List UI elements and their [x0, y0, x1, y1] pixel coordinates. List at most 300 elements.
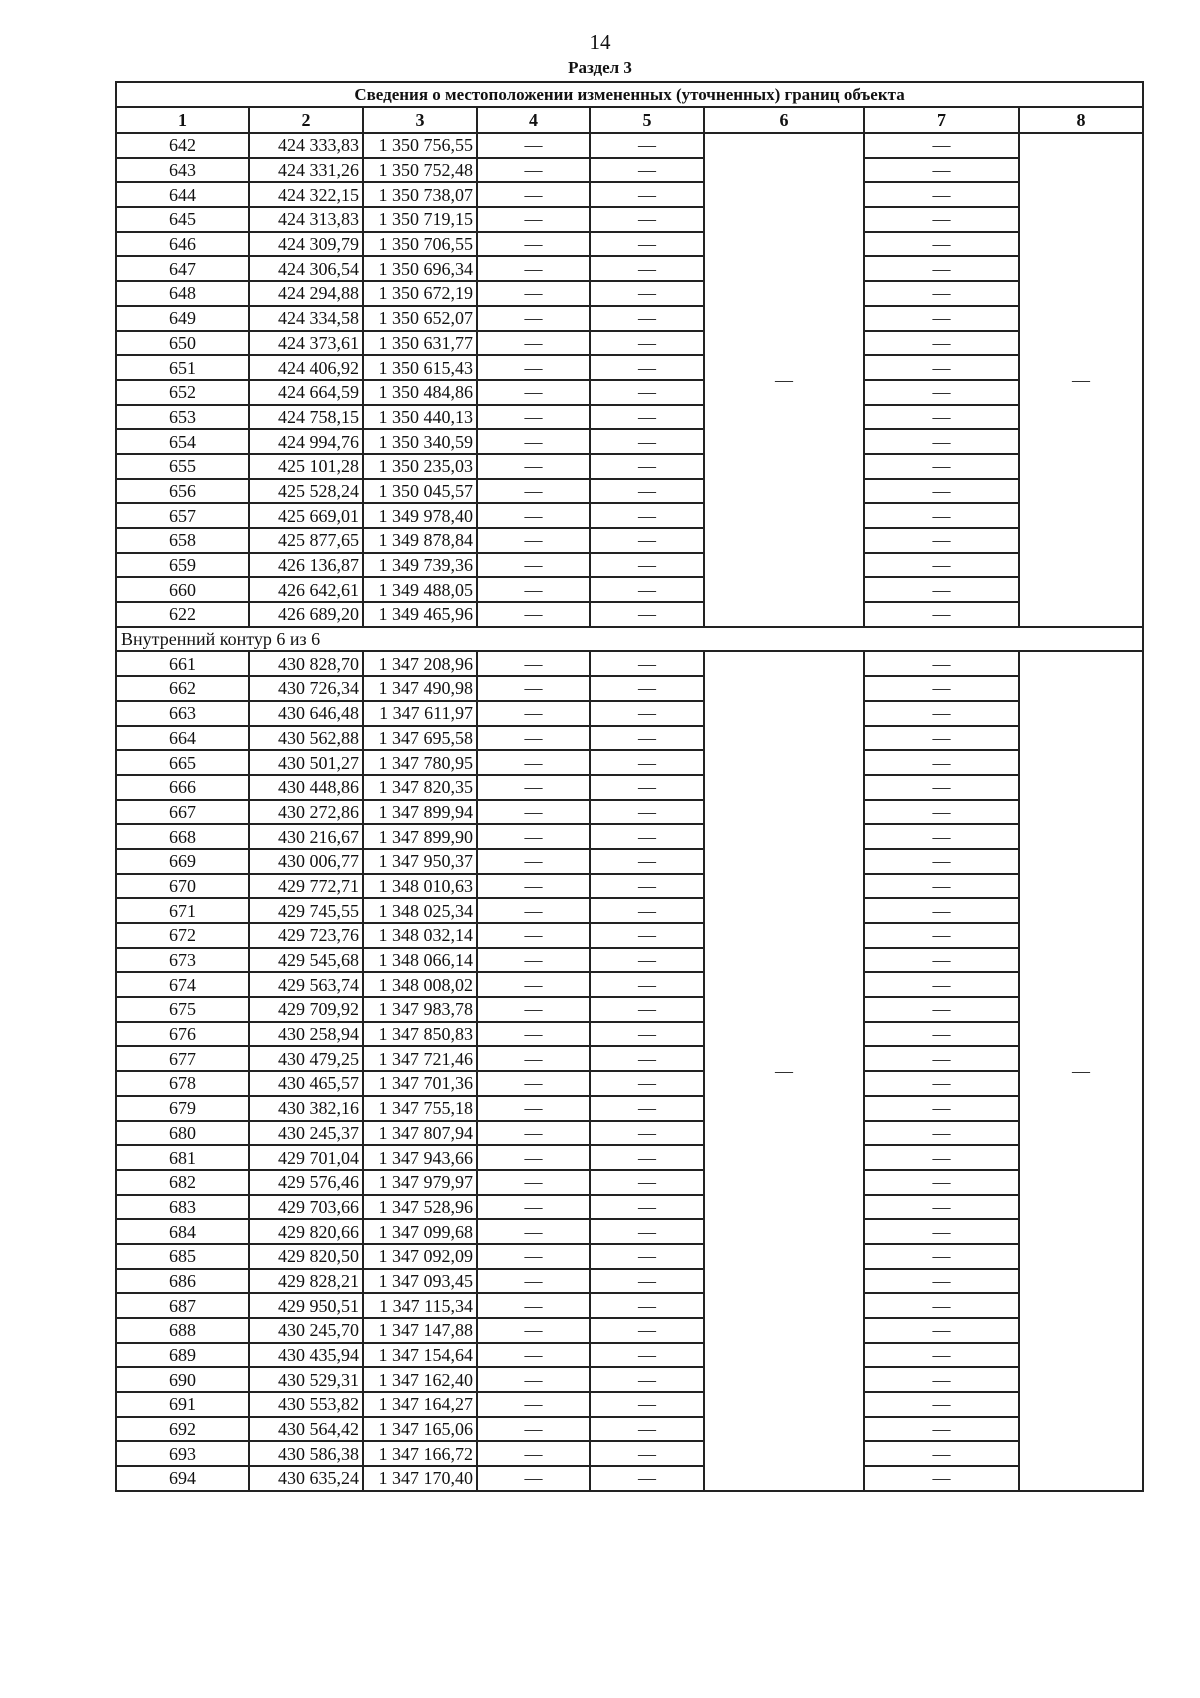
- coordinate-y: 1 350 652,07: [363, 306, 477, 331]
- table-row: [116, 676, 1143, 701]
- point-number: 671: [116, 898, 249, 923]
- column-7-value: —: [864, 1269, 1019, 1294]
- section-title: Раздел 3: [568, 58, 632, 77]
- column-5-value: —: [590, 898, 704, 923]
- column-7-value: —: [864, 1022, 1019, 1047]
- coordinate-x: 429 563,74: [249, 972, 363, 997]
- column-7-value: —: [864, 1096, 1019, 1121]
- point-number: 660: [116, 577, 249, 602]
- column-4-value: —: [477, 1269, 590, 1294]
- column-4-value: —: [477, 182, 590, 207]
- table-row: [116, 1170, 1143, 1195]
- coordinate-y: 1 350 615,43: [363, 355, 477, 380]
- coordinate-x: 430 006,77: [249, 849, 363, 874]
- point-number: 657: [116, 503, 249, 528]
- table-row: [116, 972, 1143, 997]
- column-5-value: —: [590, 331, 704, 356]
- table-row: [116, 256, 1143, 281]
- point-number: 694: [116, 1466, 249, 1491]
- contour-label-row: [116, 627, 1143, 652]
- table-row: [116, 1071, 1143, 1096]
- table-row: [116, 1466, 1143, 1491]
- column-7-value: —: [864, 256, 1019, 281]
- column-5-value: —: [590, 651, 704, 676]
- column-8-value: —: [1019, 651, 1143, 1490]
- column-4-value: —: [477, 1417, 590, 1442]
- column-7-value: —: [864, 355, 1019, 380]
- point-number: 679: [116, 1096, 249, 1121]
- coordinate-y: 1 350 440,13: [363, 405, 477, 430]
- column-5-value: —: [590, 948, 704, 973]
- point-number: 669: [116, 849, 249, 874]
- point-number: 659: [116, 553, 249, 578]
- column-7-value: —: [864, 405, 1019, 430]
- coordinate-y: 1 349 465,96: [363, 602, 477, 627]
- column-4-value: —: [477, 306, 590, 331]
- coordinate-y: 1 349 978,40: [363, 503, 477, 528]
- table-row: [116, 1293, 1143, 1318]
- column-5-value: —: [590, 1343, 704, 1368]
- column-4-value: —: [477, 800, 590, 825]
- point-number: 688: [116, 1318, 249, 1343]
- column-7-value: —: [864, 281, 1019, 306]
- column-7-value: —: [864, 775, 1019, 800]
- table-row: [116, 429, 1143, 454]
- column-5-value: —: [590, 1195, 704, 1220]
- column-4-value: —: [477, 775, 590, 800]
- coordinate-y: 1 350 235,03: [363, 454, 477, 479]
- column-7-value: —: [864, 331, 1019, 356]
- column-4-value: —: [477, 355, 590, 380]
- column-4-value: —: [477, 1096, 590, 1121]
- coordinate-x: 430 646,48: [249, 701, 363, 726]
- coordinate-y: 1 347 850,83: [363, 1022, 477, 1047]
- point-number: 692: [116, 1417, 249, 1442]
- column-5-value: —: [590, 182, 704, 207]
- column-5-value: —: [590, 1367, 704, 1392]
- coordinate-y: 1 347 979,97: [363, 1170, 477, 1195]
- point-number: 643: [116, 158, 249, 183]
- column-7-value: —: [864, 1318, 1019, 1343]
- column-5-value: —: [590, 1022, 704, 1047]
- coordinate-y: 1 347 093,45: [363, 1269, 477, 1294]
- coordinate-x: 425 669,01: [249, 503, 363, 528]
- column-7-value: —: [864, 133, 1019, 158]
- table-row: [116, 405, 1143, 430]
- coordinate-x: 430 448,86: [249, 775, 363, 800]
- point-number: 667: [116, 800, 249, 825]
- point-number: 622: [116, 602, 249, 627]
- column-7-value: —: [864, 972, 1019, 997]
- coordinate-y: 1 347 701,36: [363, 1071, 477, 1096]
- coordinate-y: 1 350 756,55: [363, 133, 477, 158]
- point-number: 656: [116, 479, 249, 504]
- coordinate-x: 424 309,79: [249, 232, 363, 257]
- table-row: [116, 306, 1143, 331]
- coordinate-x: 424 758,15: [249, 405, 363, 430]
- column-4-value: —: [477, 1293, 590, 1318]
- column-7-value: —: [864, 1071, 1019, 1096]
- point-number: 642: [116, 133, 249, 158]
- table-row: [116, 1417, 1143, 1442]
- column-4-value: —: [477, 997, 590, 1022]
- column-header: 7: [864, 107, 1019, 133]
- point-number: 684: [116, 1219, 249, 1244]
- coordinate-x: 429 701,04: [249, 1145, 363, 1170]
- point-number: 668: [116, 824, 249, 849]
- column-5-value: —: [590, 355, 704, 380]
- column-4-value: —: [477, 676, 590, 701]
- table-row: [116, 454, 1143, 479]
- coordinate-y: 1 348 032,14: [363, 923, 477, 948]
- table-row: [116, 1096, 1143, 1121]
- coordinate-x: 430 635,24: [249, 1466, 363, 1491]
- coordinate-y: 1 347 899,94: [363, 800, 477, 825]
- coordinate-y: 1 349 878,84: [363, 528, 477, 553]
- coordinate-x: 430 564,42: [249, 1417, 363, 1442]
- coordinate-x: 430 382,16: [249, 1096, 363, 1121]
- coordinate-x: 424 331,26: [249, 158, 363, 183]
- column-4-value: —: [477, 405, 590, 430]
- column-4-value: —: [477, 824, 590, 849]
- column-7-value: —: [864, 1121, 1019, 1146]
- column-5-value: —: [590, 824, 704, 849]
- column-4-value: —: [477, 948, 590, 973]
- coordinate-x: 424 373,61: [249, 331, 363, 356]
- column-5-value: —: [590, 1466, 704, 1491]
- column-7-value: —: [864, 503, 1019, 528]
- coordinate-y: 1 347 092,09: [363, 1244, 477, 1269]
- column-4-value: —: [477, 1046, 590, 1071]
- coordinate-x: 429 950,51: [249, 1293, 363, 1318]
- point-number: 658: [116, 528, 249, 553]
- table-row: [116, 1244, 1143, 1269]
- coordinate-y: 1 347 807,94: [363, 1121, 477, 1146]
- column-7-value: —: [864, 701, 1019, 726]
- table-row: [116, 775, 1143, 800]
- table-row: [116, 997, 1143, 1022]
- column-header: 1: [116, 107, 249, 133]
- column-5-value: —: [590, 306, 704, 331]
- column-4-value: —: [477, 1466, 590, 1491]
- column-4-value: —: [477, 898, 590, 923]
- coordinate-x: 430 245,37: [249, 1121, 363, 1146]
- table-row: [116, 1367, 1143, 1392]
- table-row: [116, 651, 1143, 676]
- column-4-value: —: [477, 331, 590, 356]
- point-number: 683: [116, 1195, 249, 1220]
- point-number: 670: [116, 874, 249, 899]
- coordinate-y: 1 347 170,40: [363, 1466, 477, 1491]
- column-4-value: —: [477, 602, 590, 627]
- point-number: 663: [116, 701, 249, 726]
- column-7-value: —: [864, 306, 1019, 331]
- column-7-value: —: [864, 429, 1019, 454]
- column-7-value: —: [864, 207, 1019, 232]
- contour-label: Внутренний контур 6 из 6: [116, 627, 1143, 652]
- coordinate-x: 426 136,87: [249, 553, 363, 578]
- point-number: 677: [116, 1046, 249, 1071]
- column-header: 2: [249, 107, 363, 133]
- point-number: 690: [116, 1367, 249, 1392]
- column-5-value: —: [590, 232, 704, 257]
- table-row: [116, 1343, 1143, 1368]
- coordinate-y: 1 350 484,86: [363, 380, 477, 405]
- column-header: 6: [704, 107, 864, 133]
- coordinate-x: 429 820,66: [249, 1219, 363, 1244]
- column-4-value: —: [477, 503, 590, 528]
- column-7-value: —: [864, 232, 1019, 257]
- coordinate-y: 1 347 780,95: [363, 750, 477, 775]
- table-row: [116, 232, 1143, 257]
- column-5-value: —: [590, 923, 704, 948]
- point-number: 653: [116, 405, 249, 430]
- column-7-value: —: [864, 923, 1019, 948]
- column-5-value: —: [590, 454, 704, 479]
- boundary-coordinates-table: [115, 81, 1144, 1492]
- table-row: [116, 182, 1143, 207]
- point-number: 693: [116, 1441, 249, 1466]
- point-number: 674: [116, 972, 249, 997]
- column-5-value: —: [590, 158, 704, 183]
- coordinate-y: 1 347 721,46: [363, 1046, 477, 1071]
- coordinate-x: 430 586,38: [249, 1441, 363, 1466]
- coordinate-y: 1 350 738,07: [363, 182, 477, 207]
- coordinate-y: 1 347 165,06: [363, 1417, 477, 1442]
- coordinate-y: 1 347 820,35: [363, 775, 477, 800]
- point-number: 689: [116, 1343, 249, 1368]
- column-7-value: —: [864, 553, 1019, 578]
- table-row: [116, 1022, 1143, 1047]
- column-7-value: —: [864, 479, 1019, 504]
- column-4-value: —: [477, 1392, 590, 1417]
- point-number: 687: [116, 1293, 249, 1318]
- coordinate-x: 424 333,83: [249, 133, 363, 158]
- coordinate-y: 1 350 752,48: [363, 158, 477, 183]
- column-5-value: —: [590, 775, 704, 800]
- column-7-value: —: [864, 602, 1019, 627]
- column-7-value: —: [864, 1343, 1019, 1368]
- coordinate-x: 424 313,83: [249, 207, 363, 232]
- column-5-value: —: [590, 676, 704, 701]
- column-5-value: —: [590, 1392, 704, 1417]
- coordinate-y: 1 349 488,05: [363, 577, 477, 602]
- coordinate-x: 430 828,70: [249, 651, 363, 676]
- coordinate-y: 1 348 066,14: [363, 948, 477, 973]
- column-7-value: —: [864, 1046, 1019, 1071]
- table-row: [116, 479, 1143, 504]
- coordinate-x: 430 272,86: [249, 800, 363, 825]
- column-7-value: —: [864, 1244, 1019, 1269]
- column-4-value: —: [477, 849, 590, 874]
- column-5-value: —: [590, 1219, 704, 1244]
- table-row: [116, 898, 1143, 923]
- column-4-value: —: [477, 1071, 590, 1096]
- column-5-value: —: [590, 1269, 704, 1294]
- column-4-value: —: [477, 1318, 590, 1343]
- column-5-value: —: [590, 602, 704, 627]
- point-number: 646: [116, 232, 249, 257]
- coordinate-x: 424 322,15: [249, 182, 363, 207]
- coordinate-y: 1 347 950,37: [363, 849, 477, 874]
- table-row: [116, 701, 1143, 726]
- column-5-value: —: [590, 800, 704, 825]
- coordinate-x: 429 703,66: [249, 1195, 363, 1220]
- column-5-value: —: [590, 1096, 704, 1121]
- coordinate-y: 1 347 695,58: [363, 726, 477, 751]
- point-number: 675: [116, 997, 249, 1022]
- point-number: 649: [116, 306, 249, 331]
- coordinate-y: 1 347 164,27: [363, 1392, 477, 1417]
- table-row: [116, 750, 1143, 775]
- column-5-value: —: [590, 577, 704, 602]
- coordinate-y: 1 347 983,78: [363, 997, 477, 1022]
- column-6-value: —: [704, 133, 864, 627]
- coordinate-x: 429 745,55: [249, 898, 363, 923]
- table-row: [116, 726, 1143, 751]
- column-7-value: —: [864, 898, 1019, 923]
- point-number: 680: [116, 1121, 249, 1146]
- point-number: 664: [116, 726, 249, 751]
- coordinate-x: 429 576,46: [249, 1170, 363, 1195]
- coordinate-y: 1 347 147,88: [363, 1318, 477, 1343]
- column-5-value: —: [590, 1244, 704, 1269]
- table-row: [116, 207, 1143, 232]
- column-4-value: —: [477, 874, 590, 899]
- table-row: [116, 1195, 1143, 1220]
- column-7-value: —: [864, 577, 1019, 602]
- coordinate-x: 429 545,68: [249, 948, 363, 973]
- column-7-value: —: [864, 1466, 1019, 1491]
- table-row: [116, 1392, 1143, 1417]
- coordinate-x: 425 101,28: [249, 454, 363, 479]
- column-7-value: —: [864, 1392, 1019, 1417]
- column-4-value: —: [477, 726, 590, 751]
- column-5-value: —: [590, 1441, 704, 1466]
- point-number: 678: [116, 1071, 249, 1096]
- point-number: 651: [116, 355, 249, 380]
- coordinate-x: 426 642,61: [249, 577, 363, 602]
- coordinate-y: 1 350 719,15: [363, 207, 477, 232]
- point-number: 661: [116, 651, 249, 676]
- column-4-value: —: [477, 133, 590, 158]
- coordinate-y: 1 347 166,72: [363, 1441, 477, 1466]
- column-5-value: —: [590, 1071, 704, 1096]
- column-4-value: —: [477, 972, 590, 997]
- point-number: 662: [116, 676, 249, 701]
- coordinate-y: 1 348 010,63: [363, 874, 477, 899]
- point-number: 673: [116, 948, 249, 973]
- coordinate-y: 1 348 025,34: [363, 898, 477, 923]
- coordinate-x: 429 709,92: [249, 997, 363, 1022]
- table-row: [116, 1121, 1143, 1146]
- column-5-value: —: [590, 701, 704, 726]
- column-5-value: —: [590, 874, 704, 899]
- column-4-value: —: [477, 281, 590, 306]
- column-4-value: —: [477, 1195, 590, 1220]
- column-5-value: —: [590, 726, 704, 751]
- coordinate-y: 1 350 340,59: [363, 429, 477, 454]
- column-header: 4: [477, 107, 590, 133]
- column-5-value: —: [590, 1145, 704, 1170]
- table-row: [116, 849, 1143, 874]
- column-5-value: —: [590, 1293, 704, 1318]
- coordinate-x: 425 528,24: [249, 479, 363, 504]
- point-number: 682: [116, 1170, 249, 1195]
- coordinate-y: 1 350 706,55: [363, 232, 477, 257]
- column-4-value: —: [477, 1170, 590, 1195]
- table-row: [116, 331, 1143, 356]
- coordinate-y: 1 347 528,96: [363, 1195, 477, 1220]
- coordinate-x: 429 772,71: [249, 874, 363, 899]
- coordinate-x: 430 465,57: [249, 1071, 363, 1096]
- table-row: [116, 553, 1143, 578]
- column-4-value: —: [477, 528, 590, 553]
- column-4-value: —: [477, 479, 590, 504]
- table-row: [116, 1269, 1143, 1294]
- column-5-value: —: [590, 479, 704, 504]
- column-5-value: —: [590, 849, 704, 874]
- column-8-value: —: [1019, 133, 1143, 627]
- coordinate-y: 1 350 631,77: [363, 331, 477, 356]
- column-5-value: —: [590, 1170, 704, 1195]
- point-number: 676: [116, 1022, 249, 1047]
- column-4-value: —: [477, 256, 590, 281]
- coordinate-x: 430 529,31: [249, 1367, 363, 1392]
- column-5-value: —: [590, 750, 704, 775]
- point-number: 672: [116, 923, 249, 948]
- coordinate-y: 1 347 490,98: [363, 676, 477, 701]
- table-row: [116, 158, 1143, 183]
- point-number: 652: [116, 380, 249, 405]
- table-row: [116, 503, 1143, 528]
- column-4-value: —: [477, 207, 590, 232]
- column-7-value: —: [864, 726, 1019, 751]
- column-4-value: —: [477, 1244, 590, 1269]
- column-header: 5: [590, 107, 704, 133]
- column-7-value: —: [864, 1145, 1019, 1170]
- column-4-value: —: [477, 577, 590, 602]
- coordinate-y: 1 347 208,96: [363, 651, 477, 676]
- table-row: [116, 602, 1143, 627]
- column-5-value: —: [590, 380, 704, 405]
- column-4-value: —: [477, 651, 590, 676]
- column-5-value: —: [590, 503, 704, 528]
- table-row: [116, 528, 1143, 553]
- column-5-value: —: [590, 429, 704, 454]
- coordinate-y: 1 347 115,34: [363, 1293, 477, 1318]
- column-5-value: —: [590, 997, 704, 1022]
- coordinate-y: 1 347 899,90: [363, 824, 477, 849]
- coordinate-x: 430 553,82: [249, 1392, 363, 1417]
- column-7-value: —: [864, 380, 1019, 405]
- coordinate-x: 429 723,76: [249, 923, 363, 948]
- column-5-value: —: [590, 528, 704, 553]
- column-5-value: —: [590, 281, 704, 306]
- point-number: 666: [116, 775, 249, 800]
- point-number: 665: [116, 750, 249, 775]
- column-4-value: —: [477, 1022, 590, 1047]
- column-4-value: —: [477, 1367, 590, 1392]
- column-7-value: —: [864, 948, 1019, 973]
- column-7-value: —: [864, 1293, 1019, 1318]
- coordinate-x: 430 216,67: [249, 824, 363, 849]
- column-7-value: —: [864, 1219, 1019, 1244]
- column-4-value: —: [477, 454, 590, 479]
- coordinate-x: 430 479,25: [249, 1046, 363, 1071]
- point-number: 691: [116, 1392, 249, 1417]
- column-7-value: —: [864, 849, 1019, 874]
